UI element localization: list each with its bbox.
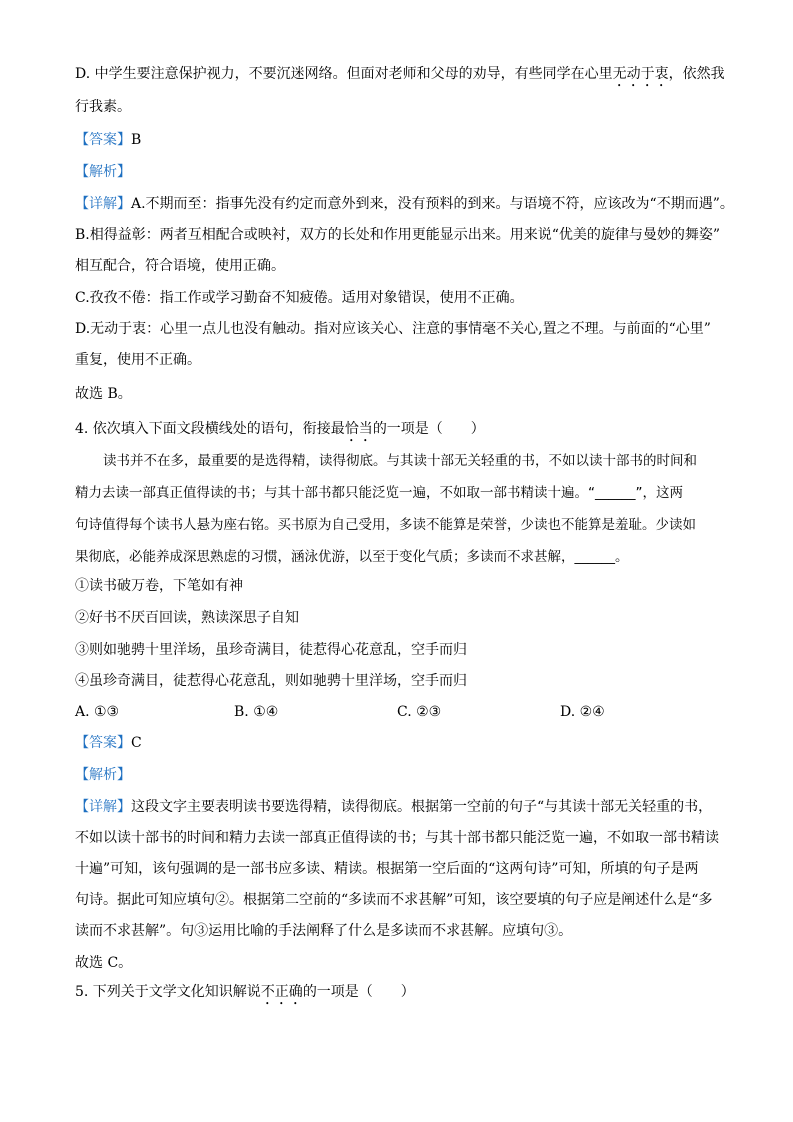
q4-item-4: ④虽珍奇满目，徒惹得心花意乱，则如驰骋十里洋场，空手而归 [75,673,467,689]
q5-stem [75,982,415,1008]
q4-item-2: ②好书不厌百回读，熟读深思子自知 [75,610,299,626]
q3-detail-b2: 相互配合，符合语境，使用正确。 [75,258,285,274]
q4-option-c: C. ②③ [397,704,442,720]
q4-detail-5: 读而不求甚解”。句③运用比喻的手法阐释了什么是多读而不求甚解。应填句③。 [75,923,573,939]
answer-tag: 【答案】 [75,132,131,148]
q4-passage-line-4: 果彻底，必能养成深思熟虑的习惯，涵泳优游，以至于变化气质；多读而不求甚解，______。 [75,549,629,565]
q4-passage-line-1: 读书并不在多，最重要的是选得精，读得彻底。与其读十部无关轻重的书，不如以读十部书的时间和 [103,453,697,469]
q4-item-3: ③则如驰骋十里洋场，虽珍奇满目，徒惹得心花意乱，空手而归 [75,642,467,658]
q3-conclusion: 故选 B。 [75,386,132,402]
q3-analysis-tag: 【解析】 [75,164,131,180]
q4-option-b: B. ①④ [234,704,279,720]
q3-detail-a [75,194,734,214]
q4-option-d: D. ②④ [560,704,605,720]
q5-stem-text: 5. 下列关于文学文化知识解说 [75,984,261,1000]
q4-stem-end: 的一项是（ ） [372,421,485,437]
answer-tag: 【答案】 [75,735,131,751]
answer-value: B [131,132,142,148]
emphasized-word: 恰当 [344,421,373,437]
q4-analysis-tag: 【解析】 [75,767,131,783]
q3-answer [75,130,141,150]
q3-detail-c: C.孜孜不倦：指工作或学习勤奋不知疲倦。适用对象错误，使用不正确。 [75,290,524,306]
answer-value: C [131,735,142,751]
q4-stem-text: 4. 依次填入下面文段横线处的语句，衔接最 [75,421,345,437]
q4-detail-4: 句诗。据此可知应填句②。根据第二空前的“多读而不求甚解”可知，该空要填的句子应是阐述什么是“多 [75,892,713,908]
q4-detail-1 [75,797,712,817]
q4-passage-line-3: 句诗值得每个读书人悬为座右铭。买书原为自己受用，多读不能算是荣誉，少读也不能算是羞耻。少读如 [75,517,696,533]
option-d-line-1 [75,64,725,90]
q4-conclusion: 故选 C。 [75,955,133,971]
option-d-line-2: 行我素。 [75,99,131,115]
detail-tag: 【详解】 [75,799,131,815]
detail-text: 这段文字主要表明读书要选得精，读得彻底。根据第一空前的句子“与其读十部无关轻重的书， [131,799,713,815]
q5-stem-end: 的一项是（ ） [302,984,415,1000]
q4-option-a: A. ①③ [75,704,120,720]
q4-item-1: ①读书破万卷，下笔如有神 [75,578,243,594]
q3-detail-d1: D.无动于衷：心里一点儿也没有触动。指对应该关心、注意的事情毫不关心,置之不理。与前面的“心里” [75,321,711,337]
q4-stem [75,419,485,445]
q4-detail-3: 十遍”可知，该句强调的是一部书应多读、精读。根据第一空后面的“这两句诗”可知，所填的句子是两 [75,861,699,877]
detail-text: A.不期而至：指事先没有约定而意外到来，没有预料的到来。与语境不符，应该改为“不期而遇”。 [131,196,734,212]
emphasized-idiom: 无动于衷 [612,66,669,82]
q3-detail-d2: 重复，使用不正确。 [75,352,201,368]
option-d-text: D. 中学生要注意保护视力，不要沉迷网络。但面对老师和父母的劝导，有些同学在心里 [75,66,613,82]
q4-answer [75,733,142,753]
q3-detail-b1: B.相得益彰：两者互相配合或映衬，双方的长处和作用更能显示出来。用来说“优美的旋律与曼妙的舞姿” [75,227,721,243]
option-d-text-end: ，依然我 [668,66,725,82]
q4-detail-2: 不如以读十部书的时间和精力去读一部真正值得读的书；与其十部书都只能泛览一遍，不如取一部书精读 [75,830,719,846]
detail-tag: 【详解】 [75,196,131,212]
q4-passage-line-2: 精力去读一部真正值得读的书；与其十部书都只能泛览一遍，不如取一部书精读十遍。“______”，这两 [75,485,683,501]
emphasized-word: 不正确 [260,984,303,1000]
